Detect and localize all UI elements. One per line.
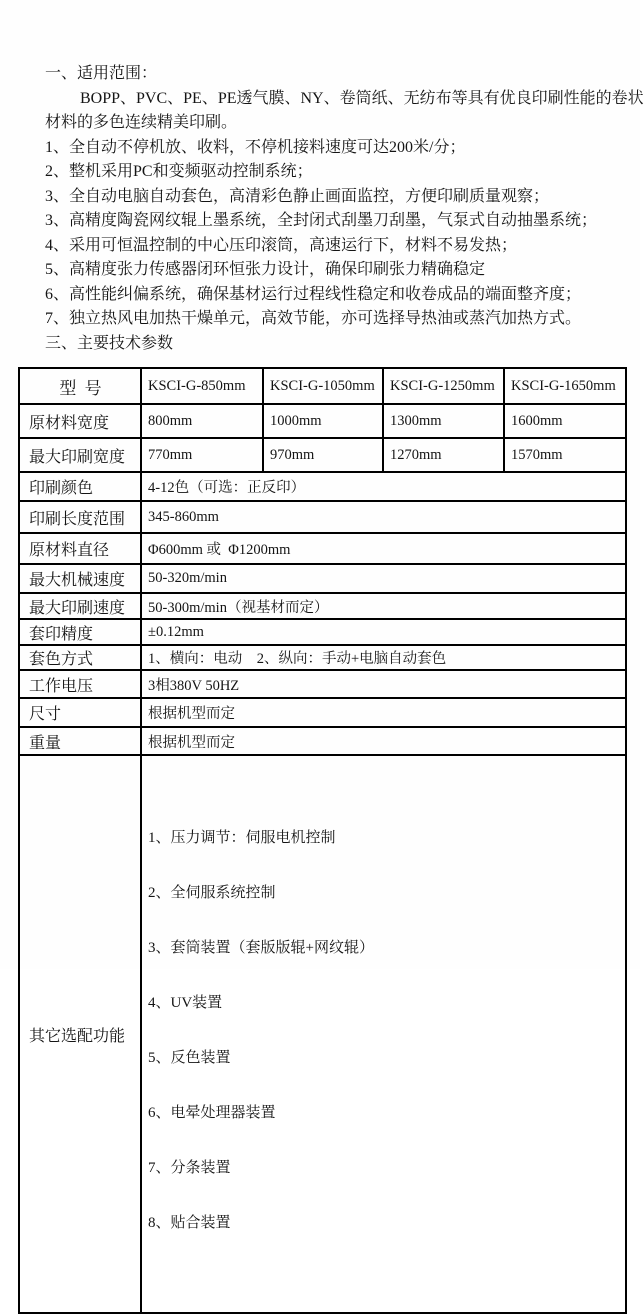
optional-feature-item: 4、UV装置 [148, 995, 223, 1011]
table-row-material-diameter [19, 533, 626, 564]
table-row-weight [19, 727, 626, 755]
section-title-params: 三、主要技术参数 [45, 334, 174, 352]
spec-label: 工作电压 [19, 670, 141, 698]
optional-feature-item: 2、全伺服系统控制 [148, 885, 276, 901]
spec-value: 1、横向：电动 2、纵向：手动+电脑自动套色 [141, 645, 626, 670]
optional-feature-item: 6、电晕处理器装置 [148, 1105, 276, 1121]
model-value: KSCI-G-1650mm [504, 368, 626, 404]
intro-paragraph-line-2: 材料的多色连续精美印刷。 [45, 114, 238, 131]
spec-value: 50-300m/min（视基材而定） [141, 593, 626, 619]
optional-feature-item: 7、分条装置 [148, 1160, 231, 1176]
feature-item: 2、整机采用PC和变频驱动控制系统； [45, 163, 313, 180]
spec-label: 重量 [19, 727, 141, 755]
feature-item: 6、高性能纠偏系统，确保基材运行过程线性稳定和收卷成品的端面整齐度； [45, 285, 582, 303]
spec-value: 1270mm [383, 438, 504, 472]
optional-feature-item: 8、贴合装置 [148, 1215, 231, 1231]
spec-value: 根据机型而定 [141, 698, 626, 727]
section-title-scope: 一、适用范围： [45, 65, 158, 82]
spec-value: 800mm [141, 404, 263, 438]
feature-item: 3、全自动电脑自动套色，高清彩色静止画面监控，方便印刷质量观察； [45, 187, 550, 205]
feature-item: 1、全自动不停机放、收料，不停机接料速度可达200米/分； [45, 138, 466, 156]
table-row-colors [19, 472, 626, 501]
spec-label: 最大印刷速度 [19, 593, 141, 619]
spec-label: 套印精度 [19, 619, 141, 645]
feature-item: 3、高精度陶瓷网纹辊上墨系统，全封闭式刮墨刀刮墨，气泵式自动抽墨系统； [45, 212, 598, 229]
optional-feature-item: 1、压力调节：伺服电机控制 [148, 830, 336, 846]
spec-value: 1570mm [504, 438, 626, 472]
table-row-print-width [19, 438, 626, 472]
table-row-optional-features [19, 755, 626, 1313]
model-value: KSCI-G-1250mm [383, 368, 504, 404]
spec-label: 最大机械速度 [19, 564, 141, 593]
optional-features-cell [141, 755, 626, 1313]
spec-value: 3相380V 50HZ [141, 670, 626, 698]
table-row-register-mode [19, 645, 626, 670]
optional-features-list [148, 790, 619, 1278]
spec-value: 345-860mm [141, 501, 626, 533]
feature-item: 5、高精度张力传感器闭环恒张力设计，确保印刷张力精确稳定 [45, 261, 486, 278]
table-row-voltage [19, 670, 626, 698]
table-row-print-speed [19, 593, 626, 619]
spec-value: 50-320m/min [141, 564, 626, 593]
spec-value: 1000mm [263, 404, 383, 438]
spec-label: 套色方式 [19, 645, 141, 670]
optional-feature-item: 5、反色装置 [148, 1050, 231, 1066]
spec-label: 尺寸 [19, 698, 141, 727]
spec-value: Φ600mm 或 Φ1200mm [141, 533, 626, 564]
table-row-material-width [19, 404, 626, 438]
table-row-mech-speed [19, 564, 626, 593]
spec-value: ±0.12mm [141, 619, 626, 645]
spec-value: 4-12色（可选：正反印） [141, 472, 626, 501]
table-row-dimensions [19, 698, 626, 727]
optional-feature-item: 3、套筒装置（套版版辊+网纹辊） [148, 940, 374, 956]
spec-value: 根据机型而定 [141, 727, 626, 755]
feature-item: 4、采用可恒温控制的中心压印滚筒，高速运行下，材料不易发热； [45, 236, 518, 254]
spec-label: 印刷颜色 [19, 472, 141, 501]
spec-label: 原材料直径 [19, 533, 141, 564]
table-row-model [19, 368, 626, 404]
spec-label: 原材料宽度 [19, 404, 141, 438]
table-row-print-length [19, 501, 626, 533]
spec-label: 最大印刷宽度 [19, 438, 141, 472]
spec-label: 印刷长度范围 [19, 501, 141, 533]
spec-value: 1300mm [383, 404, 504, 438]
table-row-register-accuracy [19, 619, 626, 645]
spec-label: 型 号 [19, 368, 141, 404]
intro-paragraph-line-1: BOPP、PVC、PE、PE透气膜、NY、卷筒纸、无纺布等具有优良印刷性能的卷状 [80, 89, 644, 107]
spec-value: 1600mm [504, 404, 626, 438]
spec-value: 770mm [141, 438, 263, 472]
feature-item: 7、独立热风电加热干燥单元，高效节能，亦可选择导热油或蒸汽加热方式。 [45, 310, 582, 327]
model-value: KSCI-G-1050mm [263, 368, 383, 404]
spec-value: 970mm [263, 438, 383, 472]
spec-label: 其它选配功能 [19, 755, 141, 1313]
spec-table [18, 367, 627, 1314]
intro-section [0, 0, 644, 356]
model-value: KSCI-G-850mm [141, 368, 263, 404]
